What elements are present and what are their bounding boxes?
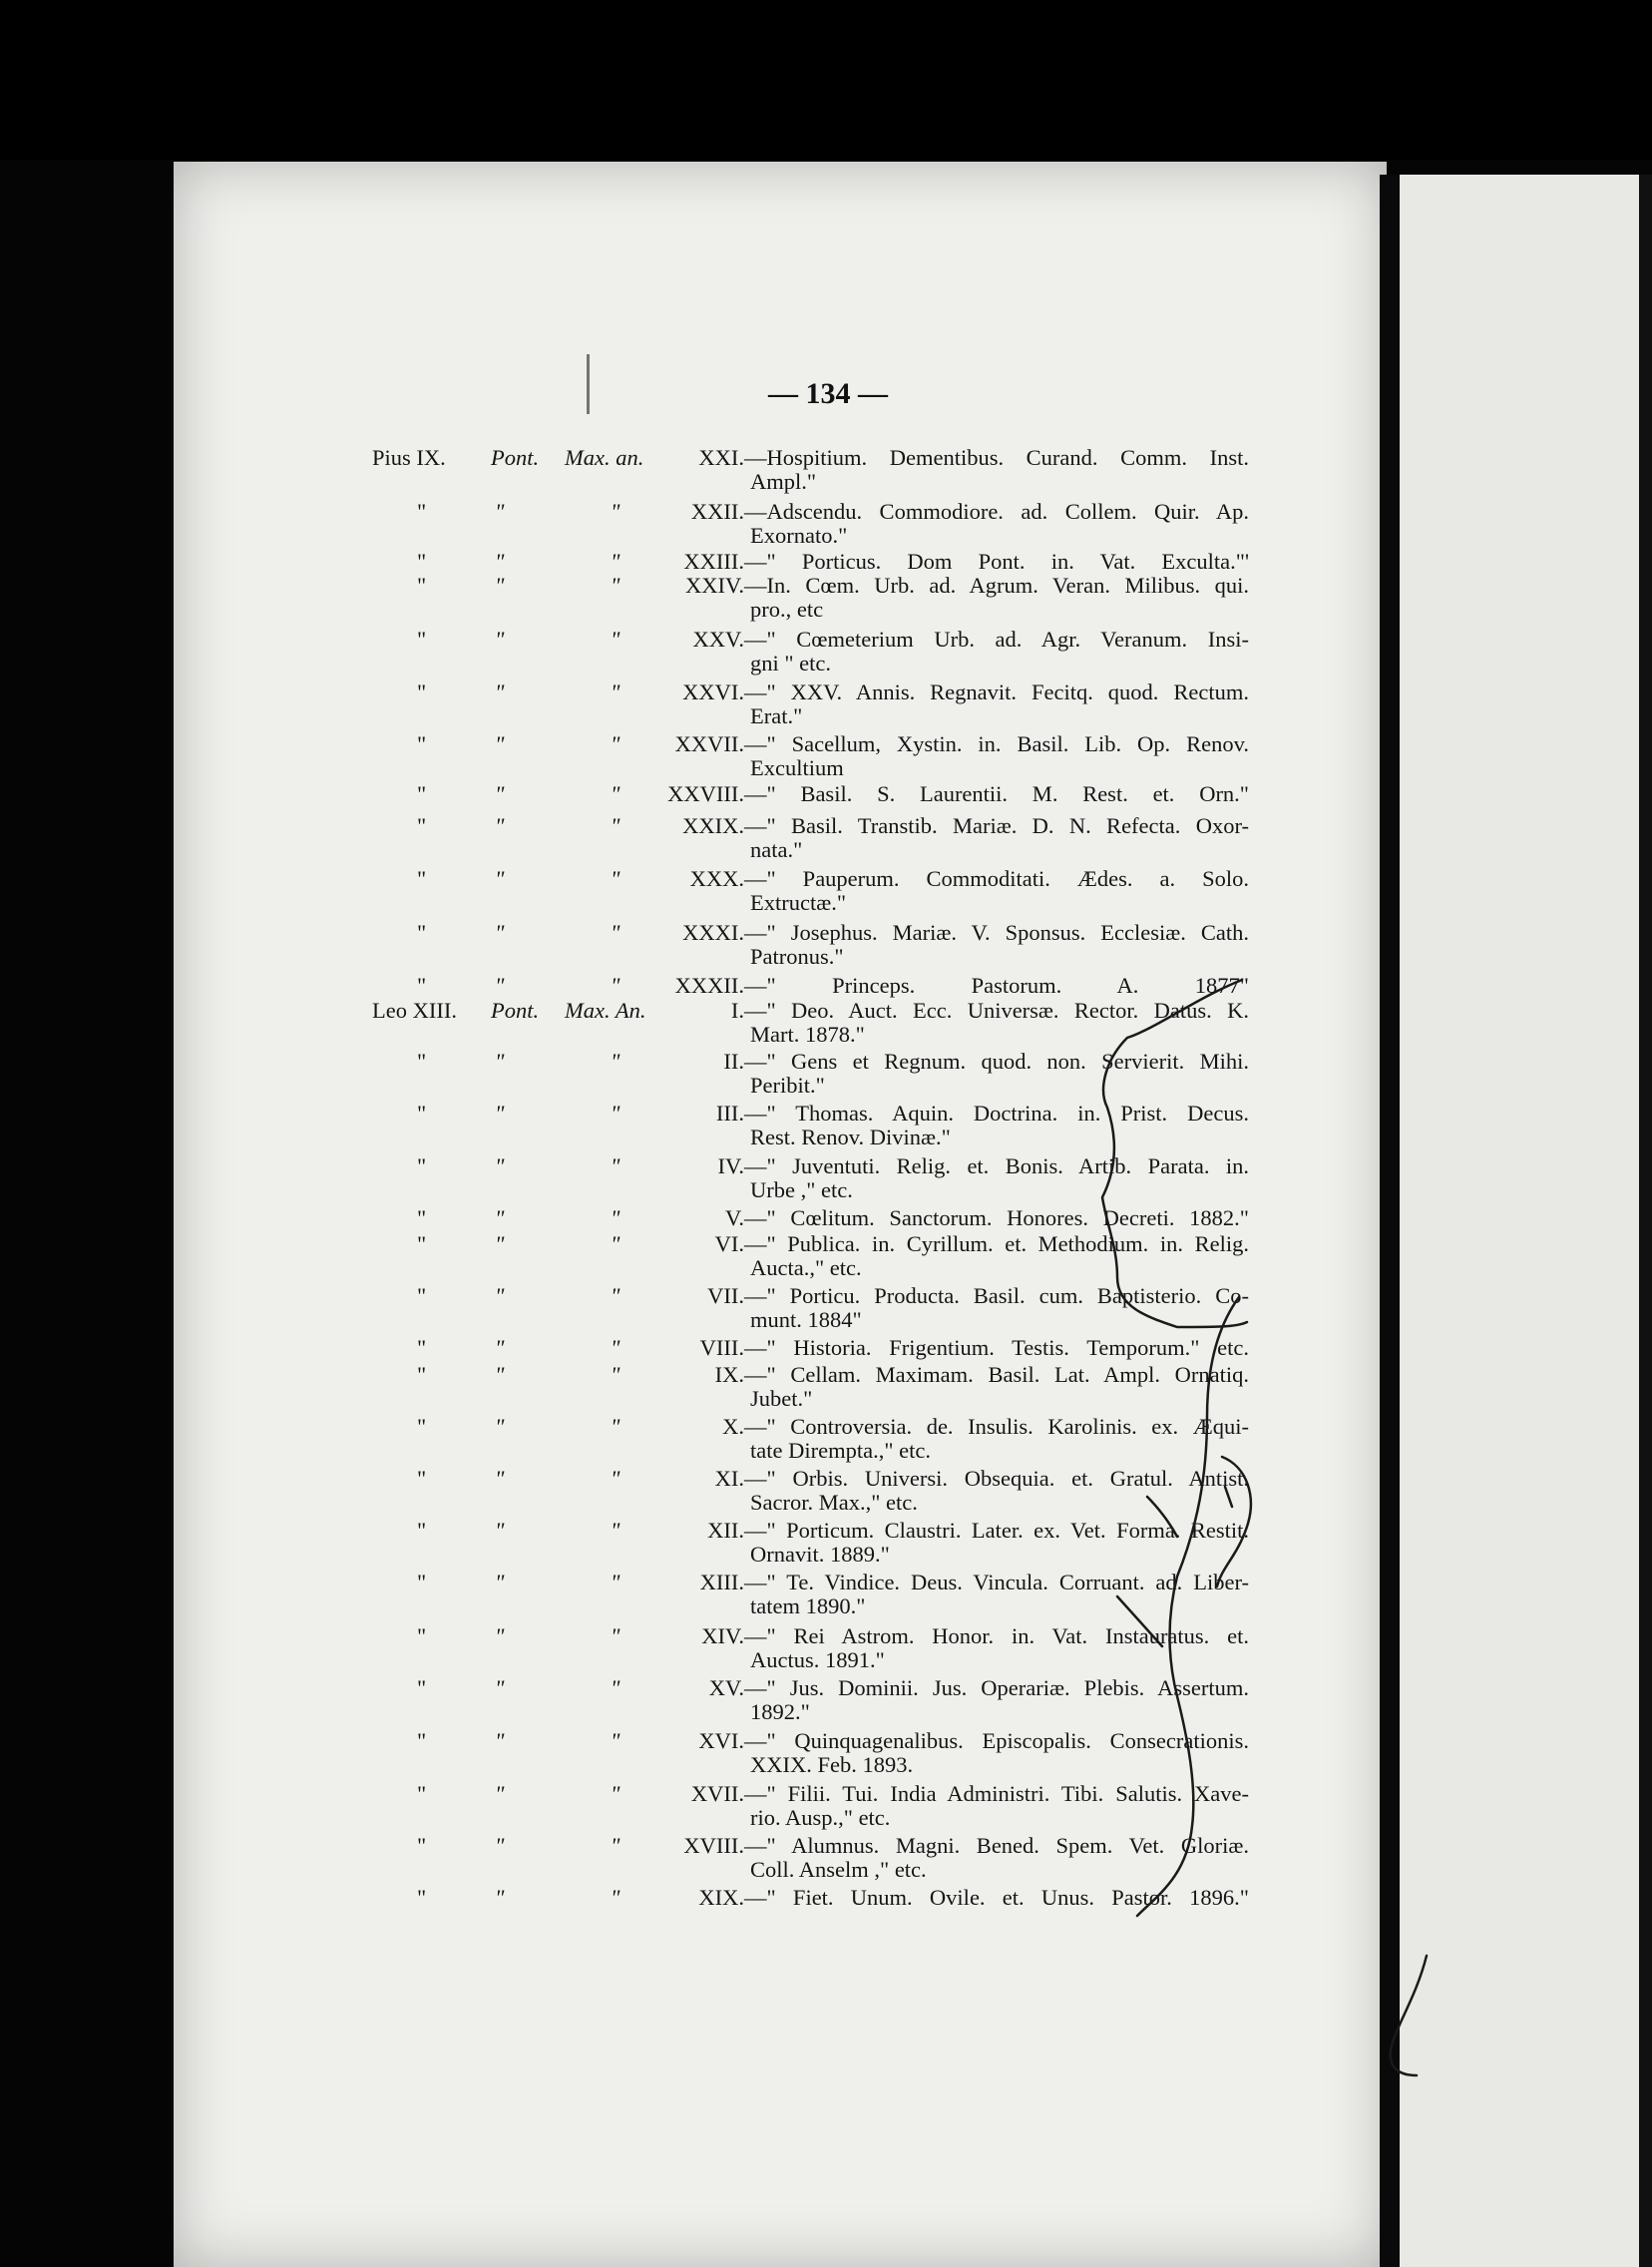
inscription-text: —Hospitium. Dementibus. Curand. Comm. Inst. [744, 445, 1249, 470]
list-item [0, 628, 1652, 678]
inscription-text: —" Thomas. Aquin. Doctrina. in. Prist. Decus. [744, 1101, 1249, 1126]
year-number: XXXI. [682, 920, 744, 945]
pontificate-label: " [495, 813, 505, 838]
list-item [0, 1782, 1652, 1832]
year-number: XXIX. [682, 813, 744, 838]
year-label: " [611, 1518, 620, 1543]
year-number: XIII. [699, 1570, 744, 1594]
year-label: Max. an. [565, 445, 644, 470]
year-label: " [611, 1153, 620, 1178]
pontiff-name: " [417, 731, 427, 756]
inscription-text: —" Quinquagenalibus. Episcopalis. Consecrationis. [744, 1728, 1249, 1753]
year-label: " [611, 1623, 620, 1648]
inscription-continuation: Coll. Anselm ," etc. [750, 1857, 927, 1882]
list-item [0, 1284, 1652, 1334]
year-label: " [611, 627, 620, 652]
inscription-text: —" Publica. in. Cyrillum. et. Methodium. in. Relig. [744, 1231, 1249, 1256]
pontiff-name: Leo XIII. [372, 998, 457, 1023]
list-item [0, 1624, 1652, 1674]
pontificate-label: " [495, 1885, 505, 1910]
list-item [0, 1834, 1652, 1884]
inscription-continuation: tate Dirempta.," etc. [750, 1438, 931, 1463]
pontificate-label: " [495, 1101, 505, 1126]
pontiff-name: " [417, 1414, 427, 1439]
list-item [0, 999, 1652, 1049]
year-label: " [611, 1231, 620, 1256]
pontificate-label: Pont. [491, 998, 540, 1023]
year-number: I. [730, 998, 744, 1023]
inscription-text: —" Basil. S. Laurentii. M. Rest. et. Orn." [744, 781, 1249, 806]
inscription-continuation: Ampl." [750, 469, 817, 494]
pontiff-name: " [417, 499, 427, 524]
year-number: IV. [717, 1153, 744, 1178]
pontiff-name: " [417, 680, 427, 704]
pontificate-label: " [495, 1833, 505, 1858]
list-item [0, 1729, 1652, 1779]
inscription-text: —" Juventuti. Relig. et. Bonis. Artib. Parata. in. [744, 1153, 1249, 1178]
pontiff-name: " [417, 1362, 427, 1387]
inscription-text: —" Deo. Auct. Ecc. Universæ. Rector. Datus. K. [744, 998, 1249, 1023]
inscription-continuation: Auctus. 1891." [750, 1647, 885, 1672]
pontificate-label: " [495, 1049, 505, 1074]
inscription-continuation: tatem 1890." [750, 1593, 866, 1618]
year-number: VI. [714, 1231, 744, 1256]
pontiff-name: " [417, 1466, 427, 1491]
pontificate-label: " [495, 1205, 505, 1230]
year-number: XVI. [698, 1728, 744, 1753]
year-number: III. [715, 1101, 744, 1126]
year-number: XIX. [698, 1885, 744, 1910]
list-item [0, 921, 1652, 971]
year-number: XV. [708, 1675, 744, 1700]
pontificate-label: " [495, 1781, 505, 1806]
list-item [0, 814, 1652, 864]
year-number: XXI. [698, 445, 744, 470]
inscription-text: —" Porticu. Producta. Basil. cum. Baptisterio. Co- [744, 1283, 1249, 1308]
inscription-continuation: rio. Ausp.," etc. [750, 1805, 891, 1830]
pontificate-label: " [495, 499, 505, 524]
list-item [0, 1363, 1652, 1413]
year-number: VII. [707, 1283, 744, 1308]
list-item [0, 1467, 1652, 1517]
year-label: " [611, 1675, 620, 1700]
pontiff-name: " [417, 1728, 427, 1753]
inscription-continuation: Excultium [750, 755, 844, 780]
pontiff-name: " [417, 1885, 427, 1910]
pontiff-name: " [417, 813, 427, 838]
list-item [0, 1154, 1652, 1204]
inscription-text: —" Filii. Tui. India Administri. Tibi. Salutis. Xave- [744, 1781, 1249, 1806]
list-item [0, 446, 1652, 496]
year-number: XXII. [690, 499, 744, 524]
pontificate-label: " [495, 731, 505, 756]
list-item [0, 1232, 1652, 1282]
inscription-continuation: nata." [750, 837, 803, 862]
year-label: " [611, 680, 620, 704]
inscription-continuation: XXIX. Feb. 1893. [750, 1752, 914, 1777]
inscription-text: —" Porticum. Claustri. Later. ex. Vet. Forma. Restit. [744, 1518, 1249, 1543]
list-item [0, 732, 1652, 782]
pontiff-name: " [417, 1570, 427, 1594]
year-label: " [611, 731, 620, 756]
inscription-text: —" Controversia. de. Insulis. Karolinis. ex. Æqui- [744, 1414, 1249, 1439]
list-item [0, 1519, 1652, 1569]
year-label: " [611, 1049, 620, 1074]
inscription-text: —" Rei Astrom. Honor. in. Vat. Instauratus. et. [744, 1623, 1249, 1648]
pontiff-name: " [417, 573, 427, 598]
pontificate-label: " [495, 1570, 505, 1594]
year-label: " [611, 1362, 620, 1387]
pontiff-name: " [417, 549, 427, 574]
pontiff-name: " [417, 627, 427, 652]
inscription-continuation: Mart. 1878." [750, 1022, 865, 1047]
year-label: " [611, 781, 620, 806]
year-number: XVIII. [683, 1833, 744, 1858]
list-item [0, 1102, 1652, 1151]
inscription-continuation: Rest. Renov. Divinæ." [750, 1125, 951, 1149]
inscription-text: —" Historia. Frigentium. Testis. Temporum." etc. [744, 1335, 1249, 1360]
inscription-continuation: Peribit." [750, 1073, 825, 1098]
inscription-text: —In. Cœm. Urb. ad. Agrum. Veran. Milibus. qui. [744, 573, 1249, 598]
pontiff-name: " [417, 1049, 427, 1074]
year-label: " [611, 1728, 620, 1753]
inscription-text: —" Fiet. Unum. Ovile. et. Unus. Pastor. 1896." [744, 1885, 1249, 1910]
inscription-continuation: pro., etc [750, 597, 824, 622]
inscription-text: —" Cœlitum. Sanctorum. Honores. Decreti. 1882." [744, 1205, 1249, 1230]
inscription-text: —" Cellam. Maximam. Basil. Lat. Ampl. Ornatiq. [744, 1362, 1249, 1387]
inscription-text: —" Pauperum. Commoditati. Ædes. a. Solo. [744, 866, 1249, 891]
pontiff-name: " [417, 1101, 427, 1126]
pontificate-label: " [495, 680, 505, 704]
inscription-continuation: Jubet." [750, 1386, 813, 1411]
inscription-text: —" Orbis. Universi. Obsequia. et. Gratul. Antist. [744, 1466, 1249, 1491]
year-label: " [611, 920, 620, 945]
pontiff-name: Pius IX. [372, 445, 446, 470]
inscription-continuation: Aucta.," etc. [750, 1255, 862, 1280]
list-item [0, 1415, 1652, 1465]
year-label: " [611, 1885, 620, 1910]
list-item [0, 680, 1652, 730]
year-label: " [611, 866, 620, 891]
scan-border-top [0, 0, 1652, 160]
pontificate-label: " [495, 866, 505, 891]
pontiff-name: " [417, 1518, 427, 1543]
year-number: XXIII. [683, 549, 744, 574]
pontificate-label: " [495, 1518, 505, 1543]
pontificate-label: " [495, 1675, 505, 1700]
inscription-continuation: Ornavit. 1889." [750, 1542, 890, 1567]
year-label: " [611, 1283, 620, 1308]
year-number: X. [722, 1414, 744, 1439]
pontificate-label: " [495, 573, 505, 598]
inscription-continuation: Extructæ." [750, 890, 847, 915]
pontificate-label: " [495, 1728, 505, 1753]
pontificate-label: " [495, 920, 505, 945]
year-number: V. [725, 1205, 744, 1230]
inscription-continuation: gni " etc. [750, 651, 832, 676]
year-label: " [611, 499, 620, 524]
list-item [0, 1886, 1652, 1936]
pontificate-label: " [495, 1362, 505, 1387]
inscription-continuation: munt. 1884" [750, 1307, 862, 1332]
inscription-text: —Adscendu. Commodiore. ad. Collem. Quir. Ap. [744, 499, 1249, 524]
pontiff-name: " [417, 1623, 427, 1648]
year-label: " [611, 973, 620, 998]
year-label: " [611, 1466, 620, 1491]
list-item [0, 867, 1652, 917]
inscription-text: —" Gens et Regnum. quod. non. Servierit. Mihi. [744, 1049, 1249, 1074]
pontiff-name: " [417, 781, 427, 806]
year-label: " [611, 1101, 620, 1126]
inscription-continuation: Urbe ," etc. [750, 1177, 853, 1202]
year-label: " [611, 1205, 620, 1230]
pontificate-label: " [495, 1623, 505, 1648]
inscription-text: —" Cœmeterium Urb. ad. Agr. Veranum. Insi- [744, 627, 1249, 652]
inscription-text: —" Te. Vindice. Deus. Vincula. Corruant. ad. Liber- [744, 1570, 1249, 1594]
list-item [0, 1676, 1652, 1726]
year-label: " [611, 573, 620, 598]
pontificate-label: " [495, 973, 505, 998]
year-number: XXVII. [674, 731, 744, 756]
year-number: IX. [714, 1362, 744, 1387]
pontiff-name: " [417, 1153, 427, 1178]
year-number: XXIV. [685, 573, 744, 598]
list-item [0, 574, 1652, 624]
inscription-text: —" XXV. Annis. Regnavit. Fecitq. quod. Rectum. [744, 680, 1249, 704]
pontificate-label: " [495, 1283, 505, 1308]
inscription-continuation: Patronus." [750, 944, 844, 969]
pontiff-name: " [417, 1675, 427, 1700]
pontiff-name: " [417, 1205, 427, 1230]
inscription-text: —" Basil. Transtib. Mariæ. D. N. Refecta. Oxor- [744, 813, 1249, 838]
year-number: XII. [707, 1518, 744, 1543]
pontiff-name: " [417, 973, 427, 998]
pontificate-label: " [495, 1231, 505, 1256]
pontiff-name: " [417, 1833, 427, 1858]
list-item [0, 1050, 1652, 1100]
pontificate-label: " [495, 1153, 505, 1178]
pontificate-label: " [495, 781, 505, 806]
page-number: — 134 — [768, 377, 888, 410]
pontificate-label: Pont. [491, 445, 540, 470]
year-number: II. [723, 1049, 744, 1074]
year-number: XXVIII. [667, 781, 744, 806]
pontificate-label: " [495, 1335, 505, 1360]
inscription-text: —" Alumnus. Magni. Bened. Spem. Vet. Gloriæ. [744, 1833, 1249, 1858]
pontiff-name: " [417, 1231, 427, 1256]
year-number: VIII. [699, 1335, 744, 1360]
year-label: " [611, 549, 620, 574]
pontificate-label: " [495, 627, 505, 652]
year-number: XIV. [701, 1623, 744, 1648]
inscription-continuation: Sacror. Max.," etc. [750, 1490, 918, 1515]
year-label: " [611, 1781, 620, 1806]
year-label: Max. An. [565, 998, 646, 1023]
ink-mark [587, 354, 590, 414]
year-label: " [611, 813, 620, 838]
inscription-continuation: 1892." [750, 1699, 810, 1724]
year-number: XVII. [690, 1781, 744, 1806]
inscription-continuation: Exornato." [750, 523, 848, 548]
list-item [0, 1571, 1652, 1620]
year-number: XXXII. [674, 973, 744, 998]
year-number: XXX. [689, 866, 744, 891]
pontiff-name: " [417, 866, 427, 891]
inscription-text: —" Jus. Dominii. Jus. Operariæ. Plebis. Assertum. [744, 1675, 1249, 1700]
pontiff-name: " [417, 920, 427, 945]
pontificate-label: " [495, 1466, 505, 1491]
inscription-text: —" Princeps. Pastorum. A. 1877" [744, 973, 1249, 998]
year-label: " [611, 1414, 620, 1439]
pontiff-name: " [417, 1781, 427, 1806]
year-label: " [611, 1833, 620, 1858]
year-number: XI. [714, 1466, 744, 1491]
pontiff-name: " [417, 1335, 427, 1360]
year-number: XXV. [692, 627, 744, 652]
inscription-text: —" Porticus. Dom Pont. in. Vat. Exculta."' [744, 549, 1249, 574]
year-label: " [611, 1335, 620, 1360]
inscription-text: —" Josephus. Mariæ. V. Sponsus. Ecclesiæ. Cath. [744, 920, 1249, 945]
list-item [0, 500, 1652, 550]
year-number: XXVI. [682, 680, 744, 704]
pontificate-label: " [495, 1414, 505, 1439]
pontiff-name: " [417, 1283, 427, 1308]
year-label: " [611, 1570, 620, 1594]
pontificate-label: " [495, 549, 505, 574]
inscription-text: —" Sacellum, Xystin. in. Basil. Lib. Op. Renov. [744, 731, 1249, 756]
inscription-continuation: Erat." [750, 703, 803, 728]
